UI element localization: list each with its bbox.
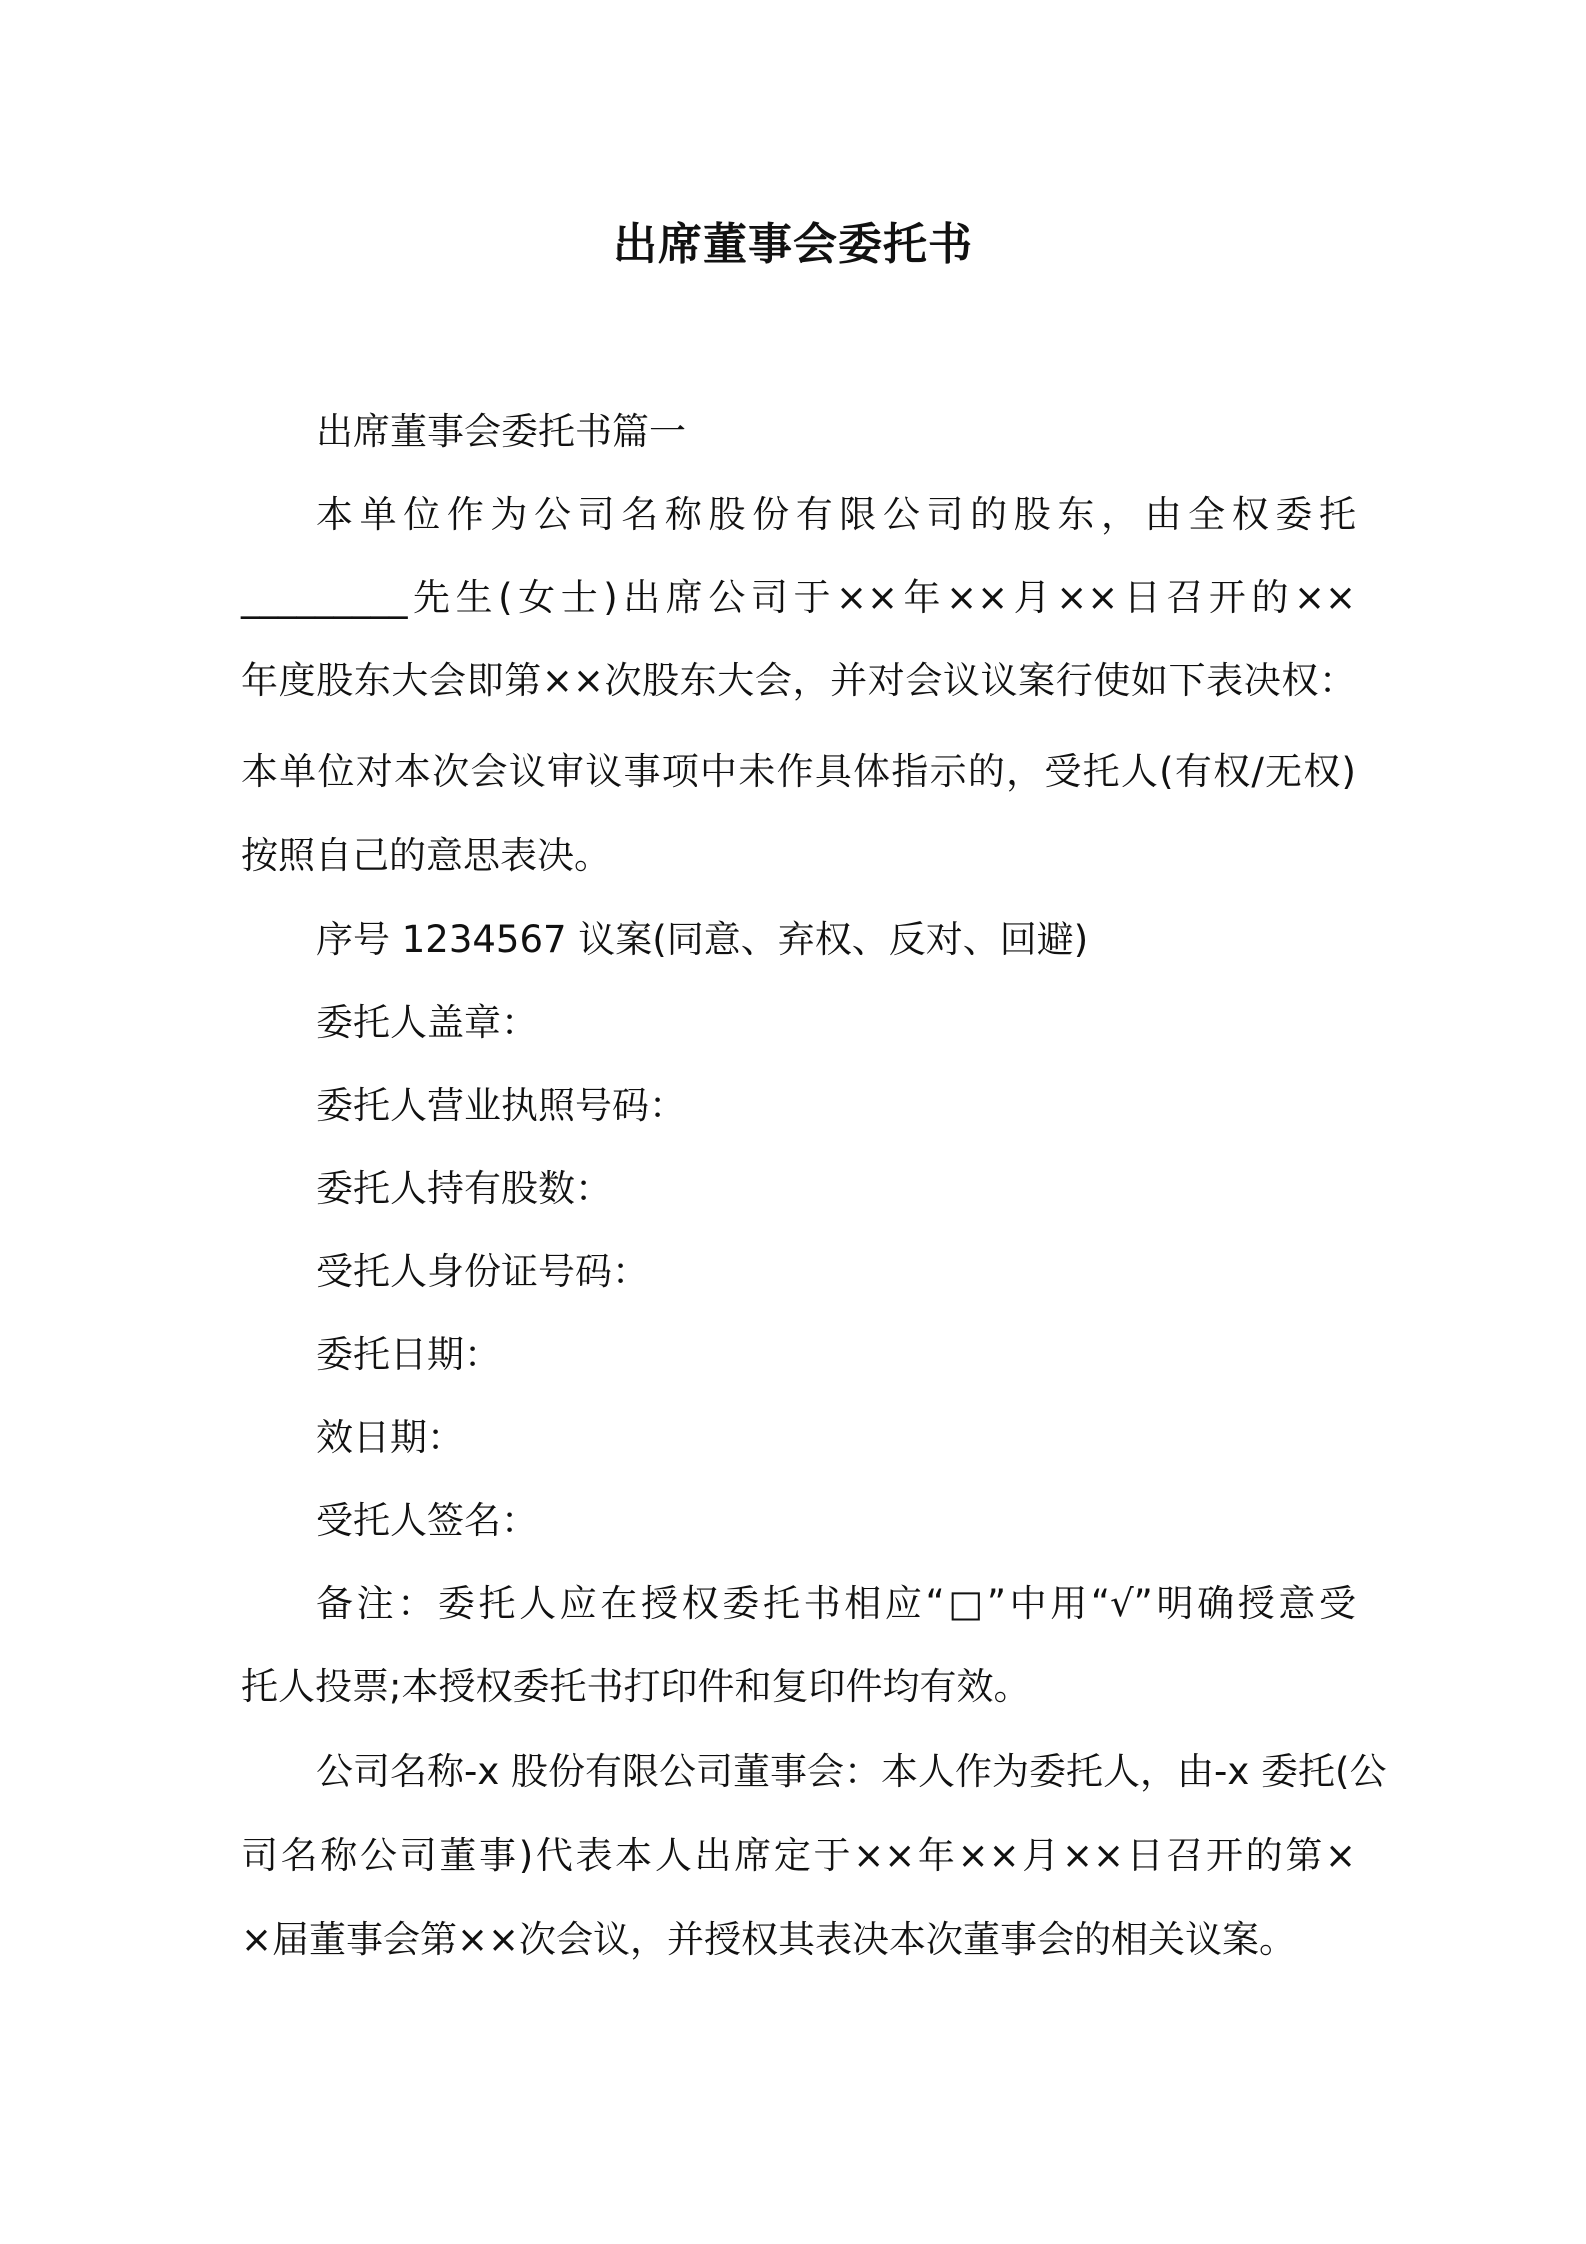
paragraph-1-line-3: 年度股东大会即第××次股东大会，并对会议议案行使如下表决权： [241, 659, 1356, 702]
field-license: 委托人营业执照号码： [316, 1084, 686, 1127]
section-heading: 出席董事会委托书篇一 [316, 410, 686, 453]
field-stamp: 委托人盖章： [316, 1001, 538, 1044]
field-id: 受托人身份证号码： [316, 1250, 649, 1293]
paragraph-1-line-1: 本单位作为公司名称股份有限公司的股东，由全权委托 [316, 493, 1356, 536]
field-signature: 受托人签名： [316, 1499, 538, 1542]
note-line-2: 托人投票;本授权委托书打印件和复印件均有效。 [241, 1665, 1031, 1708]
field-valid-date: 效日期： [316, 1416, 464, 1459]
paragraph-2-line-2: 按照自己的意思表决。 [241, 834, 611, 877]
note-line-1: 备注：委托人应在授权委托书相应“□”中用“√”明确授意受 [316, 1582, 1356, 1625]
paragraph-1-line-2: _________先生(女士)出席公司于××年××月××日召开的×× [241, 576, 1356, 619]
paragraph-2-line-1: 本单位对本次会议审议事项中未作具体指示的，受托人(有权/无权) [241, 750, 1356, 793]
item-sequence-line: 序号 1234567 议案(同意、弃权、反对、回避) [316, 918, 1089, 961]
document-title: 出席董事会委托书 [613, 219, 973, 270]
field-date: 委托日期： [316, 1333, 501, 1376]
field-shares: 委托人持有股数： [316, 1167, 612, 1210]
board-paragraph-line-2: 司名称公司董事)代表本人出席定于××年××月××日召开的第× [241, 1834, 1356, 1877]
board-paragraph-line-1: 公司名称-x 股份有限公司董事会：本人作为委托人，由-x 委托(公 [316, 1750, 1387, 1793]
board-paragraph-line-3: ×届董事会第××次会议，并授权其表决本次董事会的相关议案。 [241, 1918, 1297, 1961]
